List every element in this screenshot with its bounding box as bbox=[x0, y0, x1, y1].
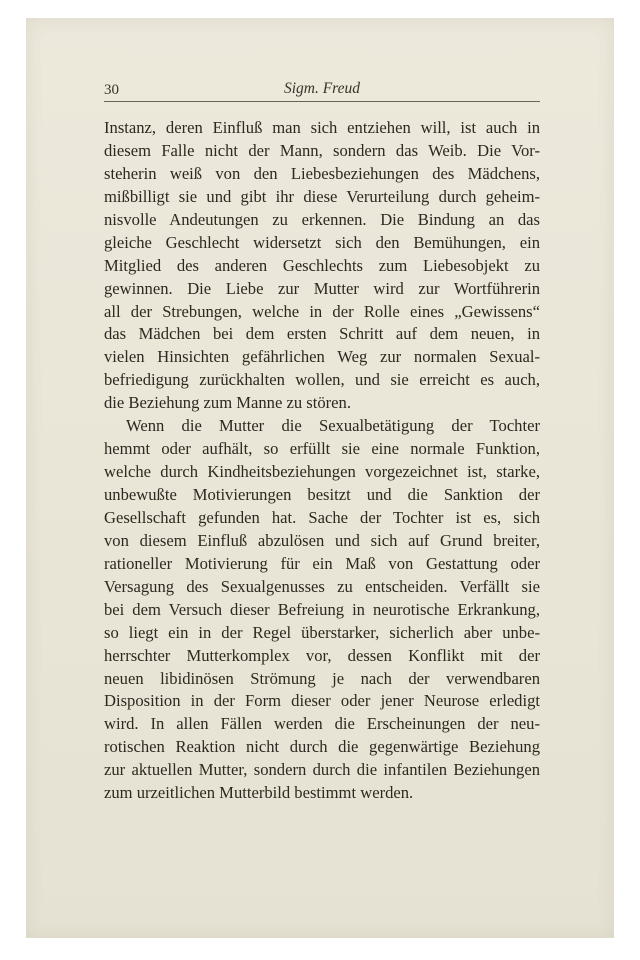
text-line: vielen Hinsichten gefährlichen Weg zur normalen Sexual- bbox=[104, 347, 540, 367]
text-line: hemmt oder aufhält, so erfüllt sie eine normale Funktion, bbox=[104, 439, 540, 459]
text-line: das Mädchen bei dem ersten Schritt auf dem neuen, in bbox=[104, 324, 540, 344]
text-line: bei dem Versuch dieser Befreiung in neurotische Erkrankung, bbox=[104, 599, 540, 619]
page-header bbox=[104, 76, 540, 100]
text-line: gewinnen. Die Liebe zur Mutter wird zur Wortführerin bbox=[104, 278, 540, 298]
header-rule bbox=[104, 101, 540, 102]
text-line: all der Strebungen, welche in der Rolle eines „Gewissens“ bbox=[104, 301, 540, 321]
text-line: zum urzeitlichen Mutterbild bestimmt werden. bbox=[104, 783, 414, 803]
text-line: diesem Falle nicht der Mann, sondern das Weib. Die Vor- bbox=[104, 140, 540, 160]
page-number: 30 bbox=[104, 82, 119, 98]
text-line: rationeller Motivierung für ein Maß von Gestattung oder bbox=[104, 553, 540, 573]
text-line: Instanz, deren Einfluß man sich entziehen will, ist auch in bbox=[104, 118, 540, 137]
text-line: die Beziehung zum Manne zu stören. bbox=[104, 393, 351, 413]
text-line: neuen libidinösen Strömung je nach der verwendbaren bbox=[104, 668, 540, 688]
text-line: Versagung des Sexualgenusses zu entscheiden. Verfällt sie bbox=[104, 576, 540, 596]
text-line: gleiche Geschlecht widersetzt sich den Bemühungen, ein bbox=[104, 232, 540, 252]
text-line: steherin weiß von den Liebesbeziehungen des Mädchens, bbox=[104, 163, 540, 183]
text-line: von diesem Einfluß abzulösen und sich auf Grund breiter, bbox=[104, 530, 540, 550]
text-line: welche durch Kindheitsbeziehungen vorgezeichnet ist, starke, bbox=[104, 462, 540, 482]
text-line: Wenn die Mutter die Sexualbetätigung der Tochter bbox=[126, 416, 540, 436]
text-line: wird. In allen Fällen werden die Erscheinungen der neu- bbox=[104, 714, 540, 734]
text-line: nisvolle Andeutungen zu erkennen. Die Bindung an das bbox=[104, 209, 540, 229]
text-line: so liegt ein in der Regel überstarker, sicherlich aber unbe- bbox=[104, 622, 540, 642]
text-line: rotischen Reaktion nicht durch die gegenwärtige Beziehung bbox=[104, 737, 540, 757]
text-line: Gesellschaft gefunden hat. Sache der Tochter ist es, sich bbox=[104, 507, 540, 527]
body-text bbox=[104, 117, 540, 805]
text-line: Disposition in der Form dieser oder jener Neurose erledigt bbox=[104, 691, 540, 711]
text-line: zur aktuellen Mutter, sondern durch die infantilen Beziehungen bbox=[104, 760, 540, 780]
text-line: mißbilligt sie und gibt ihr diese Verurteilung durch geheim- bbox=[104, 186, 540, 206]
text-line: Mitglied des anderen Geschlechts zum Liebesobjekt zu bbox=[104, 255, 540, 275]
text-line: herrschter Mutterkomplex vor, dessen Konflikt mit der bbox=[104, 645, 540, 665]
text-line: unbewußte Motivierungen besitzt und die Sanktion der bbox=[104, 485, 540, 504]
text-line: befriedigung zurückhalten wollen, und sie erreicht es auch, bbox=[104, 370, 540, 390]
running-head: Sigm. Freud bbox=[283, 80, 361, 97]
